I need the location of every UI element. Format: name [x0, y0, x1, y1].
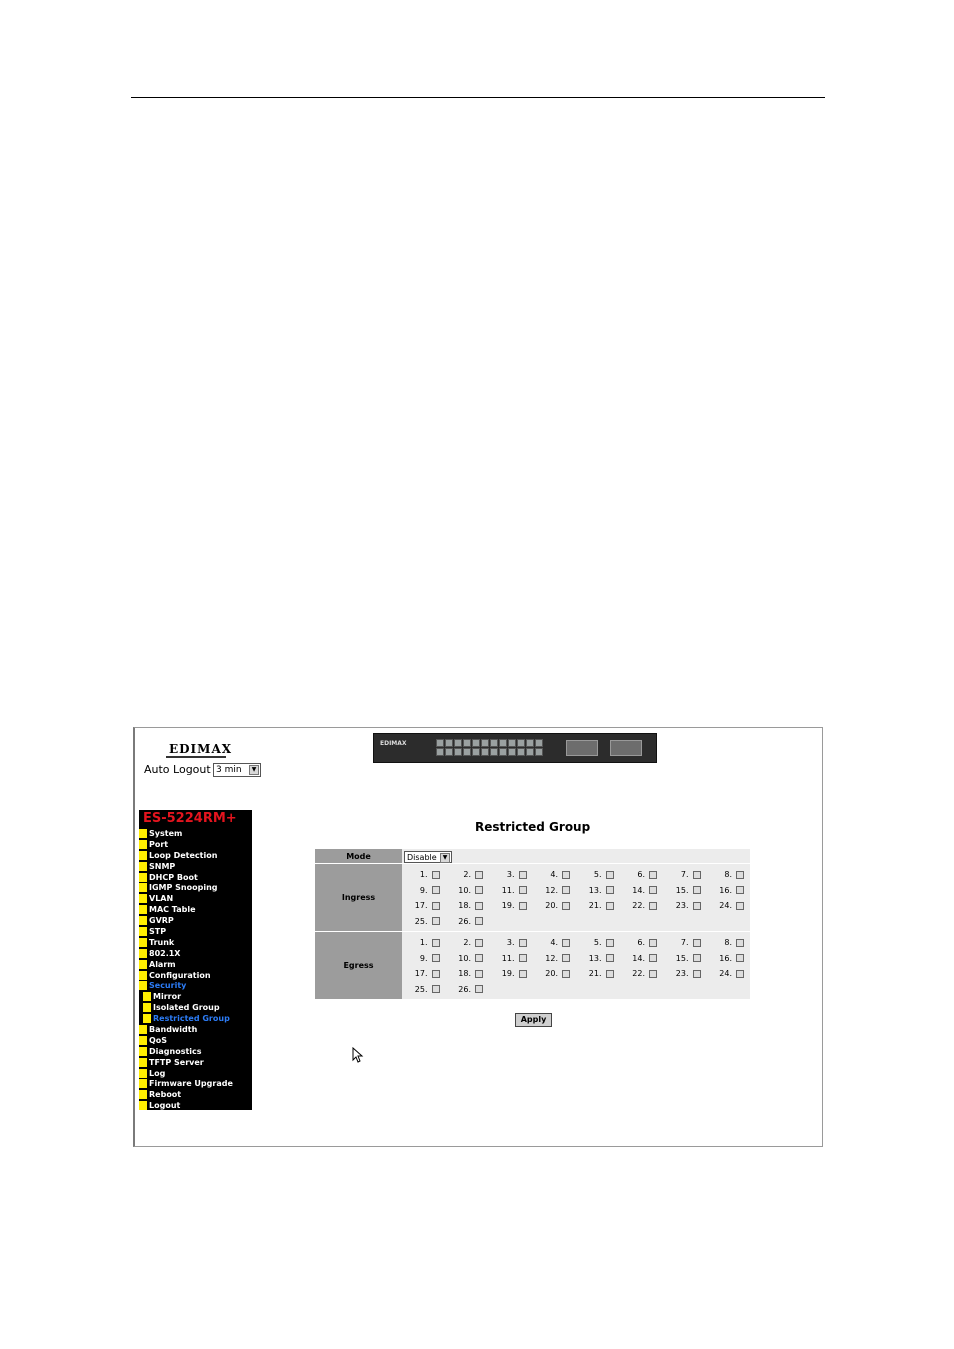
ingress-port-checkbox[interactable]: [475, 886, 483, 894]
menu-bullet-icon: [139, 938, 147, 947]
sidebar-item-alarm[interactable]: [139, 959, 252, 970]
egress-port-option: [620, 935, 664, 951]
sidebar-menu: [139, 810, 252, 1110]
sidebar-item-diagnostics[interactable]: [139, 1046, 252, 1057]
port-number: 1.: [419, 870, 428, 880]
port-number: 24.: [719, 969, 732, 979]
menu-bullet-icon: [139, 829, 147, 838]
egress-port-option: [576, 966, 620, 982]
ingress-port-option: [533, 898, 577, 914]
port-number: 12.: [545, 953, 558, 963]
sidebar-item-label: Diagnostics: [149, 1046, 202, 1056]
menu-bullet-icon: [139, 927, 147, 936]
rj45-port: [463, 748, 471, 756]
port-number: 21.: [588, 901, 602, 911]
switch-web-ui: [133, 727, 823, 1147]
egress-port-option: [402, 982, 446, 998]
sidebar-item-label: GVRP: [149, 916, 174, 926]
egress-port-checkbox[interactable]: [519, 954, 527, 962]
rj45-port: [481, 739, 489, 747]
port-number: 17.: [414, 901, 428, 911]
egress-port-option: [446, 982, 490, 998]
menu-bullet-icon: [139, 873, 147, 882]
port-number: 14.: [632, 953, 645, 963]
sidebar-item-reboot[interactable]: [139, 1089, 252, 1100]
ingress-port-option: [576, 898, 620, 914]
sidebar-item-stp[interactable]: [139, 926, 252, 937]
egress-port-checkbox[interactable]: [693, 970, 701, 978]
sidebar-item-label: Restricted Group: [153, 1014, 230, 1024]
rj45-port: [472, 748, 480, 756]
sidebar-item-label: Alarm: [149, 959, 176, 969]
ingress-port-option: [402, 898, 446, 914]
port-number: 10.: [458, 885, 471, 895]
port-number: 4.: [550, 938, 558, 948]
sidebar-item-label: 802.1X: [149, 948, 181, 958]
egress-port-checkbox[interactable]: [649, 970, 657, 978]
ingress-port-option: [663, 883, 707, 899]
ingress-port-checkbox[interactable]: [432, 871, 440, 879]
sidebar-item-port[interactable]: [139, 839, 252, 850]
port-number: 8.: [724, 938, 732, 948]
egress-port-option: [489, 951, 533, 967]
port-number: 23.: [675, 901, 689, 911]
ingress-port-checkbox[interactable]: [649, 871, 657, 879]
rj45-port: [508, 748, 516, 756]
rj45-port: [454, 739, 462, 747]
menu-bullet-icon: [139, 1025, 147, 1034]
sidebar-item-dhcp-boot[interactable]: [139, 872, 252, 883]
menu-bullet-icon: [139, 1090, 147, 1099]
menu-bullet-icon: [139, 1079, 147, 1088]
sidebar-item-label: Security: [149, 981, 187, 991]
egress-port-option: [533, 935, 577, 951]
egress-port-checkbox[interactable]: [606, 970, 614, 978]
egress-port-checkbox[interactable]: [562, 970, 570, 978]
port-number: 16.: [719, 885, 732, 895]
egress-port-option: [663, 951, 707, 967]
egress-port-checkbox[interactable]: [475, 939, 483, 947]
menu-bullet-icon: [139, 981, 147, 990]
sidebar-item-snmp[interactable]: [139, 861, 252, 872]
ingress-port-option: [446, 867, 490, 883]
egress-port-option: [663, 935, 707, 951]
restricted-group-table: [315, 849, 750, 999]
sidebar-item-igmp-snooping[interactable]: [139, 882, 252, 893]
ingress-port-checkbox[interactable]: [562, 886, 570, 894]
port-number: 19.: [501, 969, 515, 979]
rj45-port: [526, 748, 534, 756]
sidebar-item-loop-detection[interactable]: [139, 850, 252, 861]
egress-port-checkbox[interactable]: [693, 954, 701, 962]
sidebar-item-logout[interactable]: [139, 1100, 252, 1111]
sidebar-item-trunk[interactable]: [139, 937, 252, 948]
ingress-port-option: [446, 898, 490, 914]
menu-bullet-icon: [139, 905, 147, 914]
ingress-port-option: [489, 898, 533, 914]
port-number: 19.: [501, 901, 515, 911]
ingress-port-checkbox[interactable]: [519, 902, 527, 910]
port-number: 2.: [463, 870, 471, 880]
port-number: 10.: [458, 953, 471, 963]
ingress-port-option: [707, 867, 751, 883]
model-name: ES-5224RM+: [143, 811, 237, 826]
ingress-port-option: [446, 914, 490, 930]
menu-bullet-icon: [139, 1101, 147, 1110]
menu-bullet-icon: [139, 840, 147, 849]
port-number: 25.: [414, 984, 428, 994]
egress-port-option: [707, 966, 751, 982]
egress-port-option: [620, 966, 664, 982]
egress-label: Egress: [315, 932, 402, 999]
port-number: 23.: [675, 969, 689, 979]
egress-port-checkbox[interactable]: [736, 939, 744, 947]
rj45-port: [481, 748, 489, 756]
egress-port-option: [446, 951, 490, 967]
auto-logout-select[interactable]: 3 min ▼: [213, 763, 261, 777]
ingress-port-option: [533, 867, 577, 883]
ingress-port-checkbox[interactable]: [432, 886, 440, 894]
ingress-port-checkbox[interactable]: [693, 902, 701, 910]
port-number: 13.: [588, 953, 602, 963]
egress-port-option: [402, 966, 446, 982]
egress-port-checkbox[interactable]: [432, 954, 440, 962]
sidebar-item-mirror[interactable]: [139, 991, 252, 1002]
port-number: 12.: [545, 885, 558, 895]
rj45-port: [499, 748, 507, 756]
rj45-port: [445, 739, 453, 747]
sidebar-item-label: Bandwidth: [149, 1024, 198, 1034]
ingress-port-option: [489, 883, 533, 899]
ingress-port-option: [402, 883, 446, 899]
sidebar-item-label: Logout: [149, 1101, 181, 1111]
egress-port-option: [663, 966, 707, 982]
mode-select[interactable]: Disable ▼: [404, 851, 452, 863]
egress-port-option: [533, 951, 577, 967]
sidebar-item-gvrp[interactable]: [139, 915, 252, 926]
egress-port-checkbox[interactable]: [606, 954, 614, 962]
port-number: 13.: [588, 885, 602, 895]
port-number: 6.: [637, 938, 645, 948]
ingress-port-option: [533, 883, 577, 899]
sidebar-item-label: TFTP Server: [149, 1057, 204, 1067]
ingress-port-checkbox[interactable]: [519, 871, 527, 879]
egress-port-checkbox[interactable]: [562, 939, 570, 947]
page-header-rule: [131, 97, 825, 98]
ingress-port-option: [620, 883, 664, 899]
sidebar-item-label: VLAN: [149, 894, 174, 904]
port-number: 3.: [506, 938, 515, 948]
port-number: 26.: [458, 984, 471, 994]
ingress-port-checkbox[interactable]: [606, 902, 614, 910]
port-number: 22.: [632, 901, 645, 911]
port-number: 5.: [593, 870, 602, 880]
port-number: 17.: [414, 969, 428, 979]
apply-button[interactable]: Apply: [515, 1013, 552, 1027]
menu-bullet-icon: [139, 949, 147, 958]
port-number: 1.: [419, 938, 428, 948]
sidebar-item-label: Mirror: [153, 992, 182, 1002]
sidebar-item-mac-table[interactable]: [139, 904, 252, 915]
device-brand-label: EDIMAX: [380, 740, 407, 747]
sidebar-item-label: Configuration: [149, 970, 211, 980]
egress-port-option: [402, 935, 446, 951]
rj45-port: [508, 739, 516, 747]
egress-port-option: [576, 951, 620, 967]
ingress-port-checkbox[interactable]: [475, 917, 483, 925]
sidebar-item-vlan[interactable]: [139, 893, 252, 904]
egress-port-checkbox[interactable]: [432, 970, 440, 978]
sidebar-item-label: IGMP Snooping: [149, 883, 218, 893]
egress-port-checkbox[interactable]: [562, 954, 570, 962]
ingress-port-option: [402, 914, 446, 930]
sidebar-item-tftp-server[interactable]: [139, 1057, 252, 1068]
sidebar-item-label: DHCP Boot: [149, 872, 198, 882]
ingress-port-checkbox[interactable]: [649, 886, 657, 894]
egress-port-checkbox[interactable]: [519, 970, 527, 978]
mode-label: Mode: [315, 849, 402, 863]
ingress-port-checkbox[interactable]: [519, 886, 527, 894]
ingress-port-checkbox[interactable]: [432, 917, 440, 925]
sidebar-item-log[interactable]: [139, 1068, 252, 1079]
rj45-port: [436, 748, 444, 756]
menu-bullet-icon: [139, 916, 147, 925]
rj45-port: [526, 739, 534, 747]
ingress-port-checkbox[interactable]: [693, 886, 701, 894]
menu-bullet-icon: [139, 894, 147, 903]
rj45-port: [517, 748, 525, 756]
port-number: 4.: [550, 870, 558, 880]
egress-port-option: [707, 935, 751, 951]
port-number: 16.: [719, 953, 732, 963]
sidebar-item-label: SNMP: [149, 861, 176, 871]
sidebar-item-label: Port: [149, 839, 169, 849]
port-number: 11.: [501, 885, 515, 895]
ingress-port-option: [663, 867, 707, 883]
edimax-logo: EDIMAX: [166, 742, 228, 762]
menu-bullet-icon: [139, 862, 147, 871]
ingress-port-checkbox[interactable]: [475, 871, 483, 879]
menu-bullet-icon: [139, 1036, 147, 1045]
menu-bullet-icon: [139, 851, 147, 860]
ingress-port-checkbox[interactable]: [475, 902, 483, 910]
sidebar-item-label: Isolated Group: [153, 1003, 220, 1013]
egress-port-checkbox[interactable]: [475, 970, 483, 978]
ingress-port-option: [620, 867, 664, 883]
rj45-port: [436, 739, 444, 747]
sidebar-item-label: Firmware Upgrade: [149, 1079, 233, 1089]
port-number: 20.: [545, 969, 558, 979]
menu-bullet-icon: [139, 1058, 147, 1067]
port-number: 7.: [680, 870, 689, 880]
port-number: 18.: [458, 969, 471, 979]
ingress-port-option: [576, 883, 620, 899]
sidebar-item-label: Trunk: [149, 937, 175, 947]
rj45-port: [499, 739, 507, 747]
ingress-port-option: [663, 898, 707, 914]
rj45-port: [490, 739, 498, 747]
egress-port-checkbox[interactable]: [475, 954, 483, 962]
ingress-port-option: [576, 867, 620, 883]
menu-bullet-icon: [139, 960, 147, 969]
sidebar-item-label: Loop Detection: [149, 850, 218, 860]
ingress-port-checkbox[interactable]: [606, 886, 614, 894]
egress-port-checkbox[interactable]: [649, 954, 657, 962]
rj45-port: [517, 739, 525, 747]
port-number: 5.: [593, 938, 602, 948]
sidebar-item-label: MAC Table: [149, 905, 196, 915]
ingress-port-option: [707, 898, 751, 914]
mouse-pointer-icon: [352, 1047, 364, 1063]
sidebar-item-system[interactable]: [139, 828, 252, 839]
egress-port-checkbox[interactable]: [432, 939, 440, 947]
port-number: 14.: [632, 885, 645, 895]
port-number: 20.: [545, 901, 558, 911]
port-number: 18.: [458, 901, 471, 911]
egress-port-option: [707, 951, 751, 967]
menu-bullet-icon: [139, 883, 147, 892]
menu-bullet-icon: [139, 1047, 147, 1056]
auto-logout-label: Auto Logout: [144, 763, 211, 776]
sidebar-item-bandwidth[interactable]: [139, 1024, 252, 1035]
ingress-port-checkbox[interactable]: [562, 902, 570, 910]
sfp-slot: [566, 740, 598, 756]
sidebar-item-802-1x[interactable]: [139, 948, 252, 959]
page-title: Restricted Group: [475, 820, 591, 834]
egress-port-option: [402, 951, 446, 967]
egress-port-checkbox[interactable]: [475, 985, 483, 993]
switch-front-panel-image: [373, 733, 657, 763]
port-number: 3.: [506, 870, 515, 880]
egress-port-checkbox[interactable]: [736, 970, 744, 978]
sidebar-item-configuration[interactable]: [139, 970, 252, 981]
rj45-port: [445, 748, 453, 756]
port-number: 7.: [680, 938, 689, 948]
port-number: 6.: [637, 870, 645, 880]
sidebar-item-restricted-group[interactable]: [139, 1013, 252, 1024]
egress-port-option: [620, 951, 664, 967]
menu-bullet-icon: [143, 992, 151, 1001]
port-number: 2.: [463, 938, 471, 948]
rj45-port: [454, 748, 462, 756]
port-number: 24.: [719, 901, 732, 911]
port-number: 15.: [675, 885, 689, 895]
egress-port-checkbox[interactable]: [432, 985, 440, 993]
rj45-port: [463, 739, 471, 747]
ingress-port-option: [402, 867, 446, 883]
egress-port-option: [446, 935, 490, 951]
egress-port-checkbox[interactable]: [606, 939, 614, 947]
port-number: 26.: [458, 916, 471, 926]
sidebar-item-label: QoS: [149, 1035, 168, 1045]
ingress-port-checkbox[interactable]: [649, 902, 657, 910]
egress-port-option: [576, 935, 620, 951]
ingress-port-option: [707, 883, 751, 899]
egress-port-grid: [402, 932, 750, 999]
ingress-port-checkbox[interactable]: [736, 886, 744, 894]
sidebar-item-qos[interactable]: [139, 1035, 252, 1046]
chevron-down-icon: ▼: [440, 853, 450, 863]
chevron-down-icon: ▼: [249, 765, 259, 775]
egress-port-checkbox[interactable]: [649, 939, 657, 947]
sidebar-item-label: Log: [149, 1068, 166, 1078]
ingress-port-option: [446, 883, 490, 899]
egress-port-option: [489, 935, 533, 951]
ingress-port-checkbox[interactable]: [562, 871, 570, 879]
port-number: 11.: [501, 953, 515, 963]
egress-port-option: [489, 966, 533, 982]
ingress-port-checkbox[interactable]: [736, 871, 744, 879]
port-number: 9.: [419, 885, 428, 895]
sidebar-item-label: STP: [149, 926, 167, 936]
menu-bullet-icon: [139, 1069, 147, 1078]
egress-port-checkbox[interactable]: [693, 939, 701, 947]
ingress-port-option: [620, 898, 664, 914]
menu-bullet-icon: [143, 1014, 151, 1023]
rj45-port: [535, 739, 543, 747]
ingress-port-checkbox[interactable]: [606, 871, 614, 879]
sfp-slot: [610, 740, 642, 756]
sidebar-item-security[interactable]: [139, 980, 252, 991]
sidebar-item-isolated-group[interactable]: [139, 1002, 252, 1013]
rj45-port: [472, 739, 480, 747]
egress-port-checkbox[interactable]: [519, 939, 527, 947]
sidebar-item-label: Reboot: [149, 1090, 182, 1100]
port-number: 21.: [588, 969, 602, 979]
rj45-port: [535, 748, 543, 756]
egress-port-checkbox[interactable]: [736, 954, 744, 962]
port-number: 8.: [724, 870, 732, 880]
port-number: 22.: [632, 969, 645, 979]
sidebar-item-label: System: [149, 828, 183, 838]
ingress-port-checkbox[interactable]: [736, 902, 744, 910]
ingress-label: Ingress: [315, 864, 402, 931]
sidebar-item-firmware-upgrade[interactable]: [139, 1078, 252, 1089]
ingress-port-checkbox[interactable]: [432, 902, 440, 910]
egress-port-option: [446, 966, 490, 982]
egress-port-option: [533, 966, 577, 982]
port-number: 15.: [675, 953, 689, 963]
menu-bullet-icon: [143, 1003, 151, 1012]
ingress-port-checkbox[interactable]: [693, 871, 701, 879]
menu-bullet-icon: [139, 971, 147, 980]
ingress-port-option: [489, 867, 533, 883]
port-number: 25.: [414, 916, 428, 926]
port-number: 9.: [419, 953, 428, 963]
rj45-port: [490, 748, 498, 756]
port-panel: [436, 739, 543, 756]
ingress-port-grid: [402, 864, 750, 931]
